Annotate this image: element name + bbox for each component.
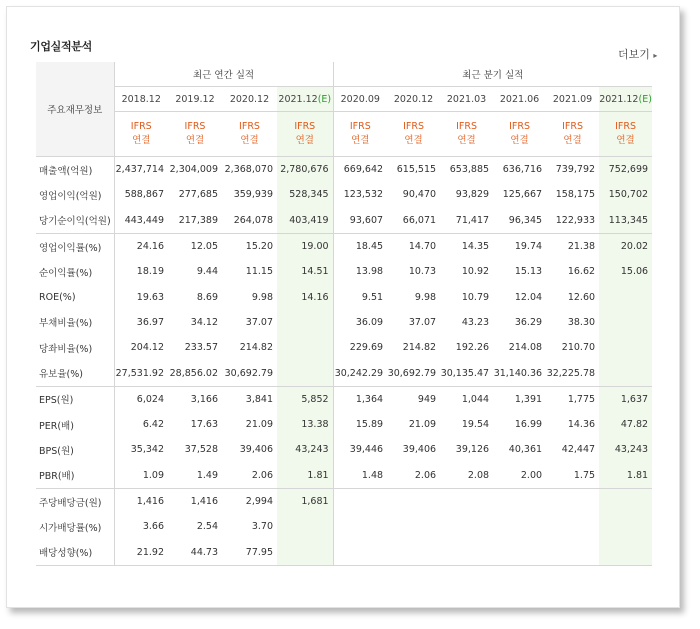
value-cell: 2.54 [196, 521, 218, 533]
value-cell: 9.51 [361, 291, 384, 303]
value-cell [599, 310, 652, 335]
value-cell: 21.92 [114, 539, 168, 565]
chevron-right-icon: ▸ [653, 51, 658, 60]
period-label: 2019.12 [175, 93, 215, 105]
table-row [36, 539, 652, 565]
value-cell: 28,856.02 [169, 367, 218, 379]
value-cell: 93,829 [455, 189, 490, 201]
period-label: 2018.12 [121, 93, 161, 105]
value-cell: 19.54 [461, 419, 490, 431]
value-cell: 10.79 [461, 291, 490, 303]
row-label: 영업이익(억원) [36, 182, 114, 207]
value-cell: 34.12 [190, 316, 218, 328]
value-cell [277, 514, 333, 539]
value-cell: 21.09 [245, 419, 273, 431]
group-header-row [36, 62, 652, 87]
value-cell: 1.81 [277, 463, 333, 489]
value-cell [599, 514, 652, 539]
standard-ifrs: IFRS [456, 121, 477, 132]
value-cell: 39,406 [239, 444, 273, 456]
standard-ifrs: IFRS [562, 121, 583, 132]
value-cell: 3.70 [251, 521, 273, 533]
value-cell [599, 360, 652, 386]
standard-ifrs: IFRS [615, 121, 636, 132]
value-cell: 37.07 [245, 316, 273, 328]
value-cell [333, 539, 387, 565]
value-cell: 9.98 [414, 291, 437, 303]
table-row [36, 437, 652, 462]
value-cell: 47.82 [599, 412, 652, 437]
value-cell: 17.63 [190, 419, 218, 431]
value-cell [333, 514, 387, 539]
value-cell: 39,126 [455, 444, 490, 456]
standard-ifrs: IFRS [130, 121, 152, 132]
value-cell: 32,225.78 [546, 367, 596, 379]
value-cell: 37.07 [408, 316, 437, 328]
table-row [36, 488, 652, 514]
value-cell: 10.73 [408, 266, 437, 278]
value-cell: 8.69 [196, 291, 218, 303]
value-cell: 1,775 [546, 386, 599, 412]
value-cell: 6.42 [142, 419, 164, 431]
value-cell: 1,364 [333, 386, 387, 412]
value-cell: 36.29 [514, 316, 543, 328]
value-cell: 264,078 [233, 214, 273, 226]
value-cell: 752,699 [599, 157, 652, 183]
table-row [36, 386, 652, 412]
period-label: 2020.12 [229, 93, 270, 105]
value-cell: 158,175 [555, 189, 596, 201]
row-header-title: 주요재무정보 [36, 62, 114, 157]
value-cell [277, 539, 333, 565]
value-cell: 39,406 [402, 444, 437, 456]
period-header-9 [599, 87, 652, 112]
value-cell: 19.00 [277, 233, 333, 259]
value-cell [333, 488, 387, 514]
value-cell: 37,528 [184, 444, 218, 456]
row-label: 배당성향(%) [36, 539, 114, 565]
value-cell [546, 488, 599, 514]
value-cell: 403,419 [277, 208, 333, 234]
period-header-row [36, 87, 652, 112]
period-label: 2020.09 [340, 93, 380, 105]
value-cell: 36.09 [355, 316, 384, 328]
standard-header-5 [387, 112, 440, 157]
row-label: 유보율(%) [36, 360, 114, 386]
value-cell: 2.00 [520, 469, 543, 481]
value-cell: 528,345 [277, 182, 333, 207]
standard-consolidated: 연결 [510, 135, 529, 146]
value-cell: 1.49 [196, 469, 218, 481]
value-cell: 113,345 [599, 208, 652, 234]
value-cell: 2,780,676 [277, 157, 333, 183]
standard-header-3 [277, 112, 333, 157]
value-cell: 40,361 [508, 444, 543, 456]
value-cell: 214.82 [402, 342, 437, 354]
value-cell: 2,437,714 [115, 164, 164, 176]
value-cell: 30,242.29 [334, 367, 384, 379]
period-label: 2021.12 [599, 93, 639, 105]
standard-header-6 [440, 112, 493, 157]
section-title: 기업실적분석 [30, 40, 92, 53]
value-cell: 1.75 [573, 469, 596, 481]
value-cell: 277,685 [178, 189, 218, 201]
standard-ifrs: IFRS [184, 121, 206, 132]
period-header-7 [493, 87, 546, 112]
value-cell: 1.81 [599, 463, 652, 489]
value-cell [599, 284, 652, 309]
value-cell: 21.38 [546, 233, 599, 259]
value-cell [599, 488, 652, 514]
value-cell: 11.15 [245, 266, 273, 278]
value-cell [277, 310, 333, 335]
value-cell: 669,642 [343, 164, 384, 176]
value-cell: 2.06 [414, 469, 437, 481]
value-cell: 1,681 [277, 488, 333, 514]
value-cell [277, 360, 333, 386]
value-cell: 14.16 [277, 284, 333, 309]
value-cell: 192.26 [455, 342, 490, 354]
value-cell: 122,933 [555, 214, 596, 226]
row-label: 당좌비율(%) [36, 335, 114, 360]
row-label: 매출액(억원) [36, 157, 114, 183]
value-cell: 210.70 [561, 342, 596, 354]
value-cell: 90,470 [402, 189, 437, 201]
value-cell: 14.51 [277, 259, 333, 284]
value-cell: 636,716 [502, 164, 543, 176]
value-cell: 77.95 [222, 539, 277, 565]
standard-header-row [36, 112, 652, 157]
value-cell [546, 539, 599, 565]
value-cell: 18.45 [333, 233, 387, 259]
value-cell: 615,515 [396, 164, 437, 176]
period-header-8 [546, 87, 599, 112]
value-cell: 1,416 [114, 488, 168, 514]
value-cell: 9.44 [196, 266, 218, 278]
value-cell [387, 488, 440, 514]
row-label: 당기순이익(억원) [36, 208, 114, 234]
value-cell: 14.70 [387, 233, 440, 259]
period-label: 2021.12 [278, 93, 318, 105]
value-cell: 19.63 [136, 291, 164, 303]
value-cell: 13.98 [355, 266, 384, 278]
estimate-marker: (E) [317, 93, 332, 105]
period-header-1 [168, 87, 222, 112]
row-label: BPS(원) [36, 437, 114, 462]
standard-consolidated: 연결 [132, 135, 151, 146]
value-cell: 2,994 [222, 488, 277, 514]
table-row [36, 284, 652, 309]
standard-consolidated: 연결 [185, 135, 205, 146]
value-cell: 24.16 [114, 233, 168, 259]
value-cell: 10.92 [461, 266, 490, 278]
value-cell: 31,140.36 [493, 367, 543, 379]
value-cell: 36.97 [136, 316, 164, 328]
value-cell: 3,166 [168, 386, 222, 412]
value-cell [387, 514, 440, 539]
value-cell: 16.99 [514, 419, 543, 431]
value-cell: 150,702 [599, 182, 652, 207]
standard-ifrs: IFRS [294, 121, 316, 132]
value-cell: 18.19 [136, 266, 164, 278]
value-cell: 30,135.47 [440, 367, 490, 379]
value-cell: 214.08 [508, 342, 543, 354]
period-header-6 [440, 87, 493, 112]
standard-ifrs: IFRS [509, 121, 530, 132]
period-header-4 [333, 87, 387, 112]
value-cell: 1,416 [168, 488, 222, 514]
table-row [36, 360, 652, 386]
value-cell [493, 539, 546, 565]
value-cell: 2.08 [467, 469, 490, 481]
period-label: 2021.06 [499, 93, 540, 105]
value-cell: 233.57 [184, 342, 218, 354]
value-cell [599, 539, 652, 565]
value-cell: 15.20 [222, 233, 277, 259]
row-label: EPS(원) [36, 386, 114, 412]
row-label: 순이익률(%) [36, 259, 114, 284]
value-cell: 27,531.92 [115, 367, 164, 379]
row-label: ROE(%) [36, 284, 114, 309]
value-cell: 3,841 [222, 386, 277, 412]
table-head [36, 62, 652, 157]
row-label: 부채비율(%) [36, 310, 114, 335]
standard-header-0 [114, 112, 168, 157]
row-label: PBR(배) [36, 463, 114, 489]
value-cell: 15.89 [355, 419, 384, 431]
standard-consolidated: 연결 [295, 135, 314, 146]
standard-consolidated: 연결 [404, 135, 423, 146]
value-cell: 21.09 [408, 419, 437, 431]
value-cell: 5,852 [277, 386, 333, 412]
standard-header-9 [599, 112, 652, 157]
value-cell: 588,867 [124, 189, 164, 201]
value-cell: 3.66 [142, 521, 164, 533]
value-cell: 217,389 [178, 214, 218, 226]
value-cell: 443,449 [124, 214, 164, 226]
table-row [36, 412, 652, 437]
table-row [36, 514, 652, 539]
row-label: 주당배당금(원) [36, 488, 114, 514]
value-cell: 66,071 [402, 214, 437, 226]
standard-header-1 [168, 112, 222, 157]
estimate-marker: (E) [638, 93, 652, 105]
value-cell: 1.09 [142, 469, 164, 481]
value-cell: 39,446 [349, 444, 384, 456]
standard-consolidated: 연결 [616, 135, 635, 146]
table-row [36, 182, 652, 207]
value-cell: 14.35 [440, 233, 493, 259]
value-cell [277, 335, 333, 360]
table-row [36, 463, 652, 489]
value-cell [493, 488, 546, 514]
standard-header-2 [222, 112, 277, 157]
value-cell: 19.74 [493, 233, 546, 259]
value-cell: 38.30 [567, 316, 596, 328]
row-label: 시가배당률(%) [36, 514, 114, 539]
standard-header-7 [493, 112, 546, 157]
value-cell: 15.13 [514, 266, 543, 278]
value-cell: 43.23 [461, 316, 490, 328]
standard-header-8 [546, 112, 599, 157]
value-cell: 44.73 [168, 539, 222, 565]
value-cell: 42,447 [561, 444, 596, 456]
value-cell: 15.06 [599, 259, 652, 284]
value-cell: 96,345 [508, 214, 543, 226]
value-cell: 125,667 [502, 189, 543, 201]
more-link[interactable] [618, 46, 657, 62]
value-cell [493, 514, 546, 539]
standard-consolidated: 연결 [457, 135, 476, 146]
value-cell: 20.02 [599, 233, 652, 259]
value-cell [440, 488, 493, 514]
period-header-0 [114, 87, 168, 112]
standard-consolidated: 연결 [351, 135, 370, 146]
value-cell [440, 514, 493, 539]
value-cell: 653,885 [449, 164, 490, 176]
value-cell: 14.36 [567, 419, 596, 431]
value-cell: 214.82 [239, 342, 273, 354]
table-row [36, 233, 652, 259]
period-header-2 [222, 87, 277, 112]
period-label: 2020.12 [393, 93, 434, 105]
quarter-group-header: 최근 분기 실적 [333, 62, 652, 87]
value-cell: 13.38 [277, 412, 333, 437]
value-cell: 12.60 [567, 291, 596, 303]
table-row [36, 310, 652, 335]
value-cell: 71,417 [455, 214, 490, 226]
value-cell: 204.12 [130, 342, 164, 354]
standard-ifrs: IFRS [403, 121, 424, 132]
value-cell: 35,342 [130, 444, 164, 456]
value-cell [440, 539, 493, 565]
row-label: PER(배) [36, 412, 114, 437]
value-cell: 30,692.79 [224, 367, 273, 379]
value-cell: 30,692.79 [387, 367, 437, 379]
value-cell: 9.98 [251, 291, 273, 303]
value-cell: 2,304,009 [169, 164, 218, 176]
value-cell: 2,368,070 [224, 164, 273, 176]
table-row [36, 335, 652, 360]
more-link-label: 더보기 [618, 48, 650, 61]
period-label: 2021.03 [446, 93, 487, 105]
value-cell: 739,792 [555, 164, 596, 176]
period-label: 2021.09 [552, 93, 593, 105]
standard-consolidated: 연결 [240, 135, 259, 146]
value-cell: 43,243 [599, 437, 652, 462]
value-cell: 123,532 [343, 189, 384, 201]
table-row [36, 259, 652, 284]
value-cell: 1,391 [493, 386, 546, 412]
period-header-5 [387, 87, 440, 112]
value-cell: 2.06 [251, 469, 273, 481]
value-cell: 1.48 [361, 469, 384, 481]
value-cell: 6,024 [114, 386, 168, 412]
value-cell: 359,939 [233, 189, 273, 201]
value-cell: 1,044 [440, 386, 493, 412]
financial-table [36, 62, 652, 566]
value-cell: 229.69 [349, 342, 384, 354]
table-body [36, 157, 652, 566]
value-cell: 43,243 [277, 437, 333, 462]
value-cell: 93,607 [349, 214, 384, 226]
row-label: 영업이익률(%) [36, 233, 114, 259]
table-row [36, 208, 652, 234]
standard-header-4 [333, 112, 387, 157]
standard-ifrs: IFRS [239, 121, 260, 132]
value-cell [387, 539, 440, 565]
standard-consolidated: 연결 [563, 135, 582, 146]
value-cell: 1,637 [599, 386, 652, 412]
table-row [36, 157, 652, 183]
standard-ifrs: IFRS [349, 121, 371, 132]
value-cell: 16.62 [567, 266, 596, 278]
value-cell [599, 335, 652, 360]
value-cell: 949 [387, 386, 440, 412]
period-header-3 [277, 87, 333, 112]
annual-group-header: 최근 연간 실적 [114, 62, 333, 87]
value-cell: 12.05 [168, 233, 222, 259]
value-cell [546, 514, 599, 539]
value-cell: 12.04 [514, 291, 543, 303]
